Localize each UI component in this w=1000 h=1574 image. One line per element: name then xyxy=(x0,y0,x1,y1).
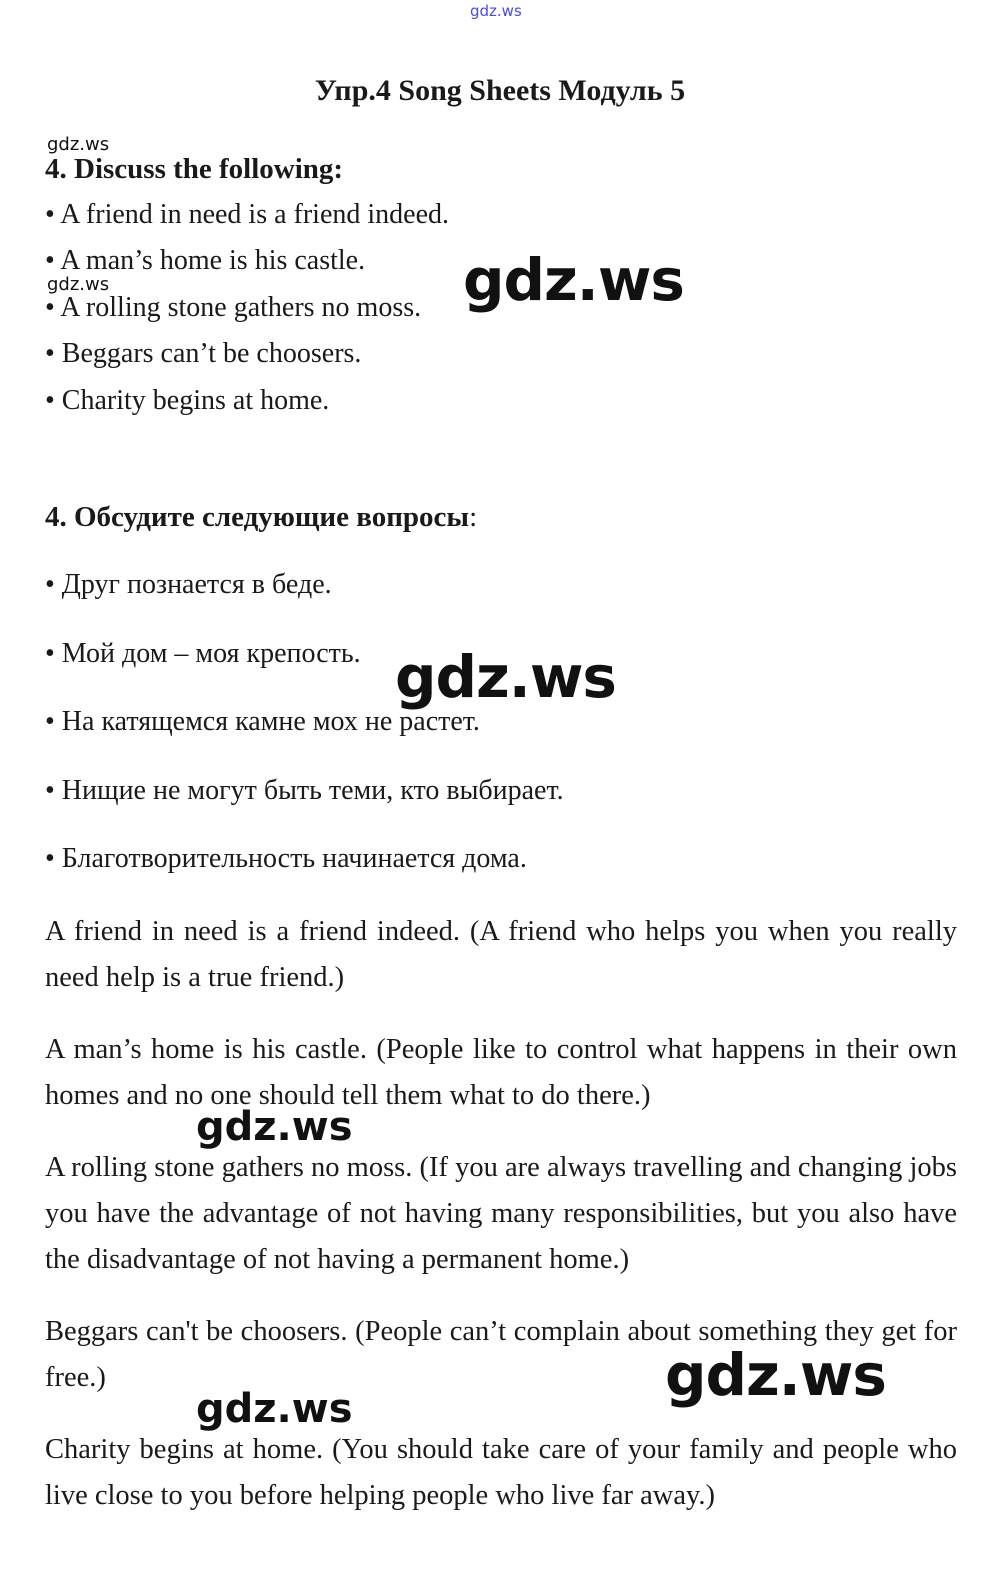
watermark-large: gdz.ws xyxy=(463,246,684,314)
explanation-paragraph: Beggars can't be choosers. (People can’t complain about something they get for free.) xyxy=(45,1316,957,1393)
explanation-paragraph: A man’s home is his castle. (People like to control what happens in their own homes and no one should tell them what to do there.) xyxy=(45,1034,957,1111)
english-item: • A rolling stone gathers no moss. xyxy=(45,292,422,323)
watermark-small: gdz.ws xyxy=(47,274,110,295)
watermark-top[interactable]: gdz.ws xyxy=(470,2,522,20)
russian-item: • Нищие не могут быть теми, кто выбирает. xyxy=(45,775,564,806)
watermark-large: gdz.ws xyxy=(665,1341,886,1409)
explanation-paragraph: A friend in need is a friend indeed. (A friend who helps you when you really need help is a true friend.) xyxy=(45,916,957,993)
english-item: • Beggars can’t be choosers. xyxy=(45,338,362,369)
english-item: • A friend in need is a friend indeed. xyxy=(45,199,450,230)
russian-item: • Друг познается в беде. xyxy=(45,569,332,600)
english-item: • Charity begins at home. xyxy=(45,385,330,416)
russian-heading xyxy=(45,501,477,534)
russian-item: • Благотворительность начинается дома. xyxy=(45,843,527,874)
english-item: • A man’s home is his castle. xyxy=(45,245,366,276)
russian-item: • На катящемся камне мох не растет. xyxy=(45,706,480,737)
english-heading: 4. Discuss the following: xyxy=(45,153,344,185)
watermark-large: gdz.ws xyxy=(395,643,616,711)
russian-heading-colon: : xyxy=(469,501,478,533)
explanation-paragraph: Charity begins at home. (You should take care of your family and people who live close to you before helping people who live far away.) xyxy=(45,1434,957,1511)
explanation-paragraph: A rolling stone gathers no moss. (If you are always travelling and changing jobs you have the advantage of not having many responsibilities, but you also have the disadvantage of not having a permanent home.) xyxy=(45,1152,957,1275)
watermark-medium: gdz.ws xyxy=(196,1386,353,1432)
russian-item: • Мой дом – моя крепость. xyxy=(45,638,361,669)
russian-heading-text: 4. Обсудите следующие вопросы xyxy=(45,501,470,533)
page-title: Упр.4 Song Sheets Модуль 5 xyxy=(314,74,686,107)
watermark-small: gdz.ws xyxy=(47,134,110,155)
watermark-medium: gdz.ws xyxy=(196,1104,353,1150)
